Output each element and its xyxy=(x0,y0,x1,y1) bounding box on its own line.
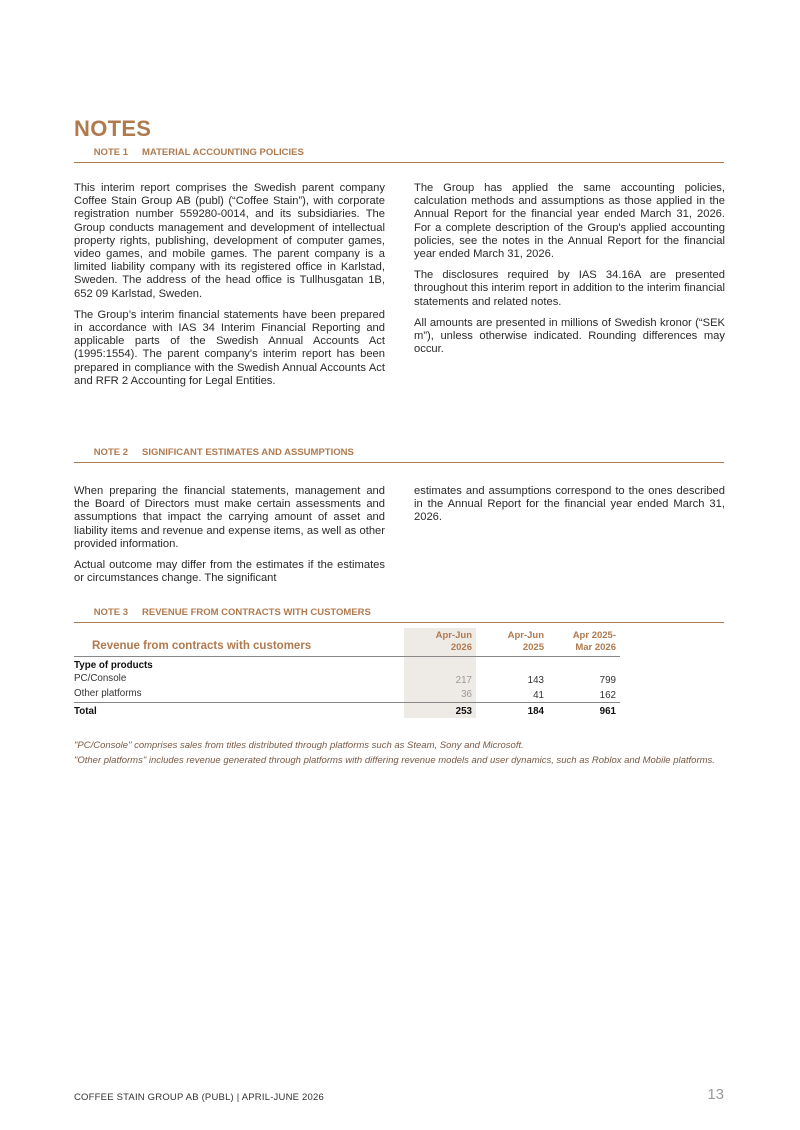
table-cell: 217 xyxy=(455,675,472,686)
note2-number: NOTE 2 xyxy=(93,447,128,458)
total-divider xyxy=(74,702,620,703)
table-cell: 162 xyxy=(599,690,616,701)
note3-title: REVENUE FROM CONTRACTS WITH CUSTOMERS xyxy=(142,607,371,618)
page-number: 13 xyxy=(707,1086,724,1103)
section-label: Type of products xyxy=(74,660,153,671)
total-cell: 184 xyxy=(527,706,544,717)
total-cell: 253 xyxy=(455,706,472,717)
table-cell: 143 xyxy=(527,675,544,686)
note3-heading xyxy=(74,607,724,623)
page-footer: COFFEE STAIN GROUP AB (PUBL) | APRIL-JUNE 2026 xyxy=(74,1092,324,1103)
table-footnotes xyxy=(74,738,724,768)
note1-number: NOTE 1 xyxy=(93,147,128,158)
footnote: "PC/Console" comprises sales from titles distributed through platforms such as Steam, Sony and Microsoft. xyxy=(74,740,524,751)
note2-paragraph: When preparing the financial statements, management and the Board of Directors must make certain assessments and assumptions that impact the carrying amount of asset and liability items and revenue and expense items, as well as other provided information. xyxy=(74,485,385,550)
note1-heading xyxy=(74,147,724,163)
total-cell: 961 xyxy=(599,706,616,717)
page-title: NOTES xyxy=(74,116,152,141)
table-row-label: Other platforms xyxy=(74,688,142,699)
note1-paragraph: The Group has applied the same accounting policies, calculation methods and assumptions as those applied in the Annual Report for the financial year ended March 31, 2026. For a complete description of the Group's applied accounting policies, see the notes in the Annual Report for the financial year ended March 31, 2026. xyxy=(414,182,725,261)
table-caption: Revenue from contracts with customers xyxy=(92,640,312,652)
table-cell: 41 xyxy=(533,690,544,701)
col-header-full-year: Apr 2025- Mar 2026 xyxy=(572,630,616,653)
col-header-apr-jun-2025: Apr-Jun 2025 xyxy=(507,630,544,653)
note3-number: NOTE 3 xyxy=(93,607,128,618)
table-row-label: PC/Console xyxy=(74,673,127,684)
table-cell: 36 xyxy=(461,689,472,700)
header-divider xyxy=(74,656,620,657)
note2-right-column xyxy=(414,485,725,533)
footnote: "Other platforms" includes revenue generated through platforms with differing revenue models and user dynamics, such as Roblox and Mobile platforms. xyxy=(74,755,715,766)
note2-heading xyxy=(74,447,724,463)
note2-title: SIGNIFICANT ESTIMATES AND ASSUMPTIONS xyxy=(142,447,354,458)
note1-title: MATERIAL ACCOUNTING POLICIES xyxy=(142,147,304,158)
note2-left-column xyxy=(74,485,385,593)
table-cell: 799 xyxy=(599,675,616,686)
note1-paragraph: This interim report comprises the Swedish parent company Coffee Stain Group AB (publ) (“Coffee Stain”), with corporate registration number 559280-0014, and its subsidiaries. The Group conducts management and development of intellectual property rights, publishing, development of computer games, video games, and mobile games. The parent company is a limited liability company with its registered office in Karlstad, Sweden. The address of the head office is Tullhusgatan 1B, 652 09 Karlstad, Sweden. xyxy=(74,182,385,300)
note1-paragraph: The disclosures required by IAS 34.16A are presented throughout this interim report in addition to the interim financial statements and related notes. xyxy=(414,269,725,308)
total-label: Total xyxy=(74,706,97,717)
note1-left-column xyxy=(74,182,385,396)
note2-paragraph: estimates and assumptions correspond to the ones described in the Annual Report for the financial year ended March 31, 2026. xyxy=(414,485,725,524)
col-header-apr-jun-2026: Apr-Jun 2026 xyxy=(435,630,472,653)
note1-paragraph: The Group’s interim financial statements have been prepared in accordance with IAS 34 Interim Financial Reporting and applicable parts of the Swedish Annual Accounts Act (1995:1554). The parent company's interim report has been prepared in compliance with the Swedish Annual Accounts Act and RFR 2 Accounting for Legal Entities. xyxy=(74,308,385,387)
note1-paragraph: All amounts are presented in millions of Swedish kronor (“SEK m”), unless otherwise indicated. Rounding differences may occur. xyxy=(414,316,725,356)
note1-right-column xyxy=(414,182,725,364)
note2-paragraph: Actual outcome may differ from the estimates if the estimates or circumstances change. The significant xyxy=(74,559,385,585)
